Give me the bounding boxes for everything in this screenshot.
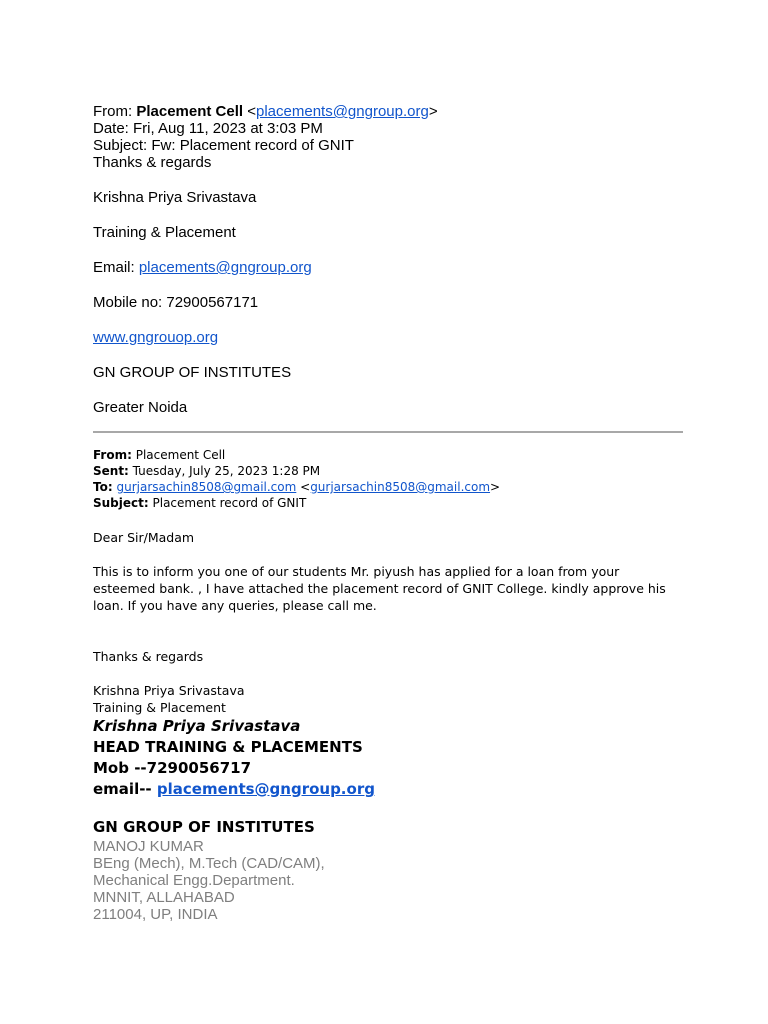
footer-institute: MNNIT, ALLAHABAD	[93, 889, 235, 906]
orig-subject-value: Placement record of GNIT	[148, 496, 307, 510]
orig-thanks: Thanks & regards	[93, 649, 204, 664]
footer-degree: BEng (Mech), M.Tech (CAD/CAM),	[93, 855, 325, 872]
footer-block	[93, 838, 683, 923]
email-page	[93, 103, 683, 923]
from-label: From:	[93, 103, 137, 120]
signature-org: GN GROUP OF INSTITUTES	[93, 364, 292, 381]
signature-website-link[interactable]: www.gngrouop.org	[93, 329, 219, 346]
message-body: This is to inform you one of our students Mr. piyush has applied for a loan from your esteemed bank. , I have attached the placement record of GNIT College. kindly approve his loan. If you have any queries, please call me.	[93, 564, 666, 613]
orig-sent-label: Sent:	[93, 464, 129, 478]
head-mobile: Mob --7290056717	[93, 759, 252, 777]
signature-email-line	[93, 259, 683, 276]
footer-name: MANOJ KUMAR	[93, 838, 204, 855]
angle-open: <	[243, 103, 256, 120]
signature-name: Krishna Priya Srivastava	[93, 189, 257, 206]
angle-close: >	[490, 480, 501, 494]
orig-to-email-link[interactable]: gurjarsachin8508@gmail.com	[116, 480, 297, 494]
head-name: Krishna Priya Srivastava	[93, 717, 301, 735]
head-email-link[interactable]: placements@gngroup.org	[156, 780, 375, 798]
footer-department: Mechanical Engg.Department.	[93, 872, 295, 889]
forward-date: Date: Fri, Aug 11, 2023 at 3:03 PM	[93, 120, 323, 137]
signature-city: Greater Noida	[93, 399, 188, 416]
angle-close: >	[428, 103, 438, 120]
head-email-label: email--	[93, 780, 157, 798]
forward-from-line	[93, 103, 683, 120]
email-label: Email:	[93, 259, 139, 276]
orig-from-label: From:	[93, 448, 132, 462]
head-org: GN GROUP OF INSTITUTES	[93, 818, 315, 836]
signature-dept: Training & Placement	[93, 224, 236, 241]
orig-subject-label: Subject:	[93, 496, 149, 510]
orig-signature-dept: Training & Placement	[93, 700, 226, 715]
orig-to-label: To:	[93, 480, 113, 494]
signature-email-link[interactable]: placements@gngroup.org	[138, 259, 312, 276]
separator-line	[93, 431, 683, 433]
forward-header	[93, 103, 683, 171]
angle-open: <	[296, 480, 311, 494]
from-email-link[interactable]: placements@gngroup.org	[256, 103, 429, 120]
signature-mobile: Mobile no: 72900567171	[93, 294, 259, 311]
from-name: Placement Cell	[136, 103, 244, 120]
original-message-header	[93, 447, 683, 511]
footer-address: 211004, UP, INDIA	[93, 906, 218, 923]
forward-thanks: Thanks & regards	[93, 154, 212, 171]
head-title: HEAD TRAINING & PLACEMENTS	[93, 738, 363, 756]
signature-block	[93, 189, 683, 416]
orig-to-email-link-2[interactable]: gurjarsachin8508@gmail.com	[310, 480, 491, 494]
orig-from-value: Placement Cell	[131, 448, 226, 462]
greeting: Dear Sir/Madam	[93, 530, 195, 545]
head-email-line	[93, 779, 683, 800]
orig-sent-value: Tuesday, July 25, 2023 1:28 PM	[128, 464, 321, 478]
orig-signature-name: Krishna Priya Srivastava	[93, 683, 245, 698]
forward-subject: Subject: Fw: Placement record of GNIT	[93, 137, 354, 154]
